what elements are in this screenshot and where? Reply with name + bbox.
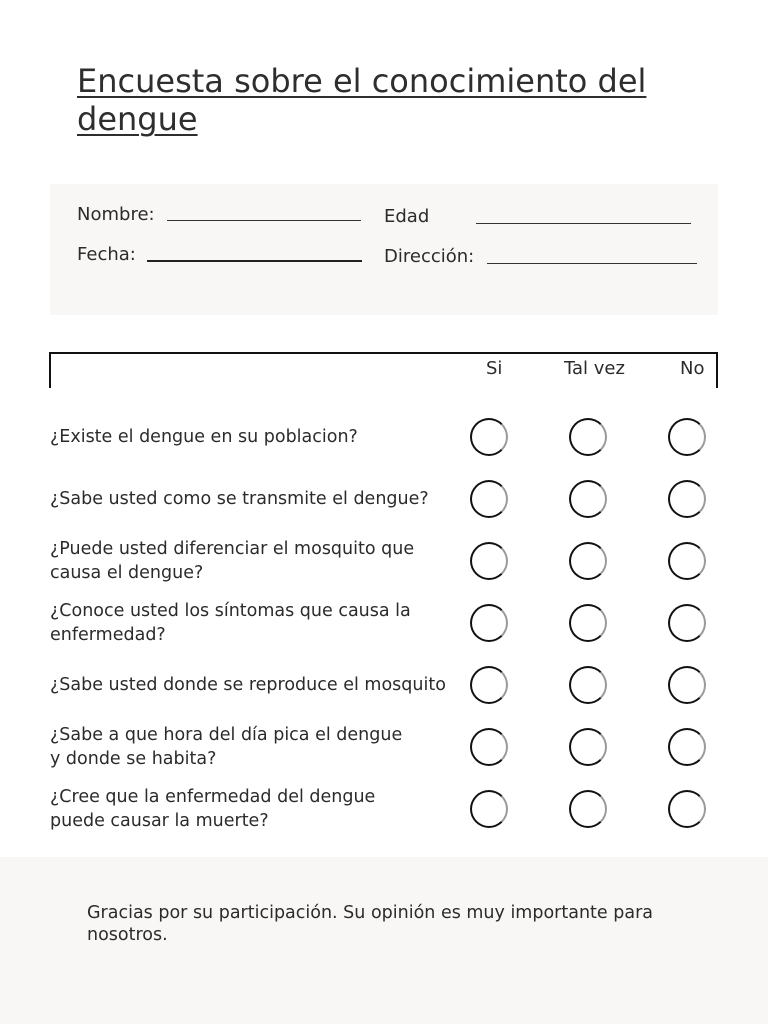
direccion-field[interactable] (487, 263, 697, 264)
radio-tal-vez[interactable] (569, 542, 607, 580)
radio-tal-vez[interactable] (569, 728, 607, 766)
radio-si[interactable] (470, 604, 508, 642)
column-header-no: No (680, 358, 705, 379)
edad-field[interactable] (476, 223, 691, 224)
question-line: ¿Sabe usted donde se reproduce el mosquito (50, 675, 446, 695)
footer-message: Gracias por su participación. Su opinión es muy importante para nosotros. (87, 903, 653, 945)
page-title: Encuesta sobre el conocimiento del dengue (77, 62, 647, 138)
edad-label: Edad (384, 206, 430, 227)
radio-tal-vez[interactable] (569, 418, 607, 456)
question-text (50, 537, 414, 585)
question-line: ¿Cree que la enfermedad del dengue (50, 787, 376, 807)
question-line: ¿Puede usted diferenciar el mosquito que (50, 539, 415, 559)
question-line: puede causar la muerte? (50, 811, 269, 831)
radio-no[interactable] (668, 790, 706, 828)
radio-si[interactable] (470, 418, 508, 456)
question-text (50, 487, 429, 511)
column-header-si: Si (486, 358, 503, 379)
question-text (50, 723, 402, 771)
radio-no[interactable] (668, 542, 706, 580)
question-line: ¿Sabe usted como se transmite el dengue? (50, 489, 429, 509)
question-text (50, 785, 375, 833)
radio-no[interactable] (668, 418, 706, 456)
radio-no[interactable] (668, 728, 706, 766)
question-line: y donde se habita? (50, 749, 217, 769)
question-line: ¿Existe el dengue en su poblacion? (50, 427, 358, 447)
radio-tal-vez[interactable] (569, 480, 607, 518)
radio-no[interactable] (668, 604, 706, 642)
radio-si[interactable] (470, 480, 508, 518)
radio-si[interactable] (470, 666, 508, 704)
radio-si[interactable] (470, 542, 508, 580)
question-text (50, 425, 358, 449)
direccion-label: Dirección: (384, 246, 475, 267)
fecha-label: Fecha: (77, 244, 136, 265)
radio-tal-vez[interactable] (569, 666, 607, 704)
question-text (50, 673, 446, 697)
question-line: causa el dengue? (50, 563, 204, 583)
radio-si[interactable] (470, 790, 508, 828)
radio-si[interactable] (470, 728, 508, 766)
question-line: ¿Sabe a que hora del día pica el dengue (50, 725, 403, 745)
radio-tal-vez[interactable] (569, 604, 607, 642)
radio-no[interactable] (668, 666, 706, 704)
question-line: ¿Conoce usted los síntomas que causa la (50, 601, 411, 621)
question-text (50, 599, 411, 647)
question-line: enfermedad? (50, 625, 166, 645)
nombre-field[interactable] (167, 220, 361, 221)
column-header-tal-vez: Tal vez (564, 358, 625, 379)
radio-no[interactable] (668, 480, 706, 518)
fecha-field[interactable] (147, 260, 362, 262)
nombre-label: Nombre: (77, 204, 155, 225)
radio-tal-vez[interactable] (569, 790, 607, 828)
